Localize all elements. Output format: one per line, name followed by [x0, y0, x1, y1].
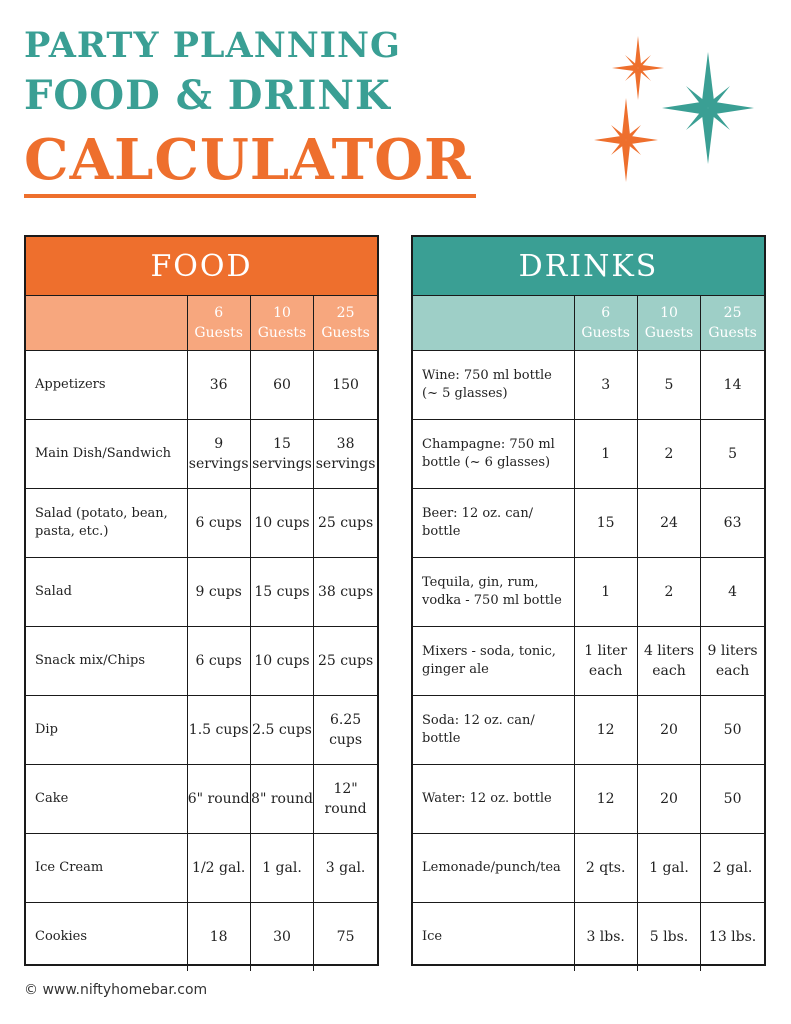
drink-value: 4 [701, 558, 764, 627]
food-col-10: 10 Guests [250, 296, 313, 351]
table-row [413, 903, 764, 972]
table-row [413, 627, 764, 696]
drinks-item-header [413, 296, 574, 351]
drink-value: 50 [701, 696, 764, 765]
table-row [413, 420, 764, 489]
drink-item: Mixers - soda, tonic, ginger ale [413, 627, 574, 696]
drink-value: 3 lbs. [574, 903, 637, 972]
food-value: 60 [250, 351, 313, 420]
table-row [413, 489, 764, 558]
drink-item: Lemonade/punch/tea [413, 834, 574, 903]
drink-value: 5 [701, 420, 764, 489]
food-value: 18 [187, 903, 250, 972]
drink-value: 12 [574, 765, 637, 834]
table-row [26, 834, 377, 903]
drinks-col-25: 25 Guests [701, 296, 764, 351]
title-line-2: FOOD & DRINK [24, 72, 391, 119]
drinks-panel [411, 235, 766, 966]
food-value: 150 [314, 351, 377, 420]
drink-value: 12 [574, 696, 637, 765]
drinks-col-6: 6 Guests [574, 296, 637, 351]
food-value: 38 servings [314, 420, 377, 489]
drink-value: 1 gal. [637, 834, 700, 903]
food-value: 10 cups [250, 627, 313, 696]
drinks-header: DRINKS [413, 237, 764, 296]
food-value: 75 [314, 903, 377, 972]
food-value: 6" round [187, 765, 250, 834]
food-value: 10 cups [250, 489, 313, 558]
title-underline [24, 194, 476, 198]
food-value: 30 [250, 903, 313, 972]
title-line-3: CALCULATOR [24, 127, 472, 193]
food-item-header [26, 296, 187, 351]
drink-value: 5 [637, 351, 700, 420]
table-row [413, 696, 764, 765]
drink-value: 50 [701, 765, 764, 834]
starburst-icon [590, 30, 760, 190]
drink-value: 13 lbs. [701, 903, 764, 972]
table-row [26, 696, 377, 765]
food-item: Snack mix/Chips [26, 627, 187, 696]
drink-item: Soda: 12 oz. can/ bottle [413, 696, 574, 765]
food-value: 36 [187, 351, 250, 420]
food-value: 6.25 cups [314, 696, 377, 765]
drinks-table [413, 296, 764, 971]
food-item: Salad (potato, bean, pasta, etc.) [26, 489, 187, 558]
food-item: Salad [26, 558, 187, 627]
food-col-6: 6 Guests [187, 296, 250, 351]
table-row [26, 627, 377, 696]
food-value: 3 gal. [314, 834, 377, 903]
table-row [26, 489, 377, 558]
drink-value: 2 [637, 558, 700, 627]
drink-item: Water: 12 oz. bottle [413, 765, 574, 834]
table-row [26, 903, 377, 972]
food-value: 6 cups [187, 627, 250, 696]
table-row [26, 765, 377, 834]
food-item: Ice Cream [26, 834, 187, 903]
food-item: Cookies [26, 903, 187, 972]
food-value: 6 cups [187, 489, 250, 558]
food-value: 9 servings [187, 420, 250, 489]
food-header: FOOD [26, 237, 377, 296]
table-row [413, 765, 764, 834]
drink-value: 1 [574, 558, 637, 627]
drink-value: 1 liter each [574, 627, 637, 696]
drink-value: 15 [574, 489, 637, 558]
drink-item: Beer: 12 oz. can/ bottle [413, 489, 574, 558]
drink-value: 20 [637, 696, 700, 765]
food-value: 25 cups [314, 489, 377, 558]
food-panel [24, 235, 379, 966]
drink-value: 9 liters each [701, 627, 764, 696]
drink-item: Ice [413, 903, 574, 972]
drink-value: 63 [701, 489, 764, 558]
food-value: 15 cups [250, 558, 313, 627]
title-line-1: PARTY PLANNING [24, 25, 401, 66]
food-value: 12" round [314, 765, 377, 834]
drink-value: 4 liters each [637, 627, 700, 696]
drink-item: Wine: 750 ml bottle (~ 5 glasses) [413, 351, 574, 420]
food-item: Appetizers [26, 351, 187, 420]
food-value: 1 gal. [250, 834, 313, 903]
drink-value: 2 [637, 420, 700, 489]
table-row [26, 420, 377, 489]
food-value: 8" round [250, 765, 313, 834]
food-value: 1.5 cups [187, 696, 250, 765]
food-table [26, 296, 377, 971]
drinks-col-10: 10 Guests [637, 296, 700, 351]
table-row [413, 558, 764, 627]
food-column-header-row [26, 296, 377, 351]
food-value: 38 cups [314, 558, 377, 627]
drink-value: 20 [637, 765, 700, 834]
table-row [413, 834, 764, 903]
table-row [26, 351, 377, 420]
table-row [26, 558, 377, 627]
drink-value: 3 [574, 351, 637, 420]
drink-item: Tequila, gin, rum, vodka - 750 ml bottle [413, 558, 574, 627]
food-item: Cake [26, 765, 187, 834]
food-value: 15 servings [250, 420, 313, 489]
food-value: 1/2 gal. [187, 834, 250, 903]
drink-value: 14 [701, 351, 764, 420]
food-value: 25 cups [314, 627, 377, 696]
drink-item: Champagne: 750 ml bottle (~ 6 glasses) [413, 420, 574, 489]
table-row [413, 351, 764, 420]
food-item: Dip [26, 696, 187, 765]
drink-value: 2 gal. [701, 834, 764, 903]
copyright-footer[interactable]: © www.niftyhomebar.com [24, 982, 208, 998]
food-col-25: 25 Guests [314, 296, 377, 351]
food-item: Main Dish/Sandwich [26, 420, 187, 489]
drink-value: 5 lbs. [637, 903, 700, 972]
drinks-column-header-row [413, 296, 764, 351]
drink-value: 24 [637, 489, 700, 558]
food-value: 2.5 cups [250, 696, 313, 765]
drink-value: 1 [574, 420, 637, 489]
food-value: 9 cups [187, 558, 250, 627]
drink-value: 2 qts. [574, 834, 637, 903]
